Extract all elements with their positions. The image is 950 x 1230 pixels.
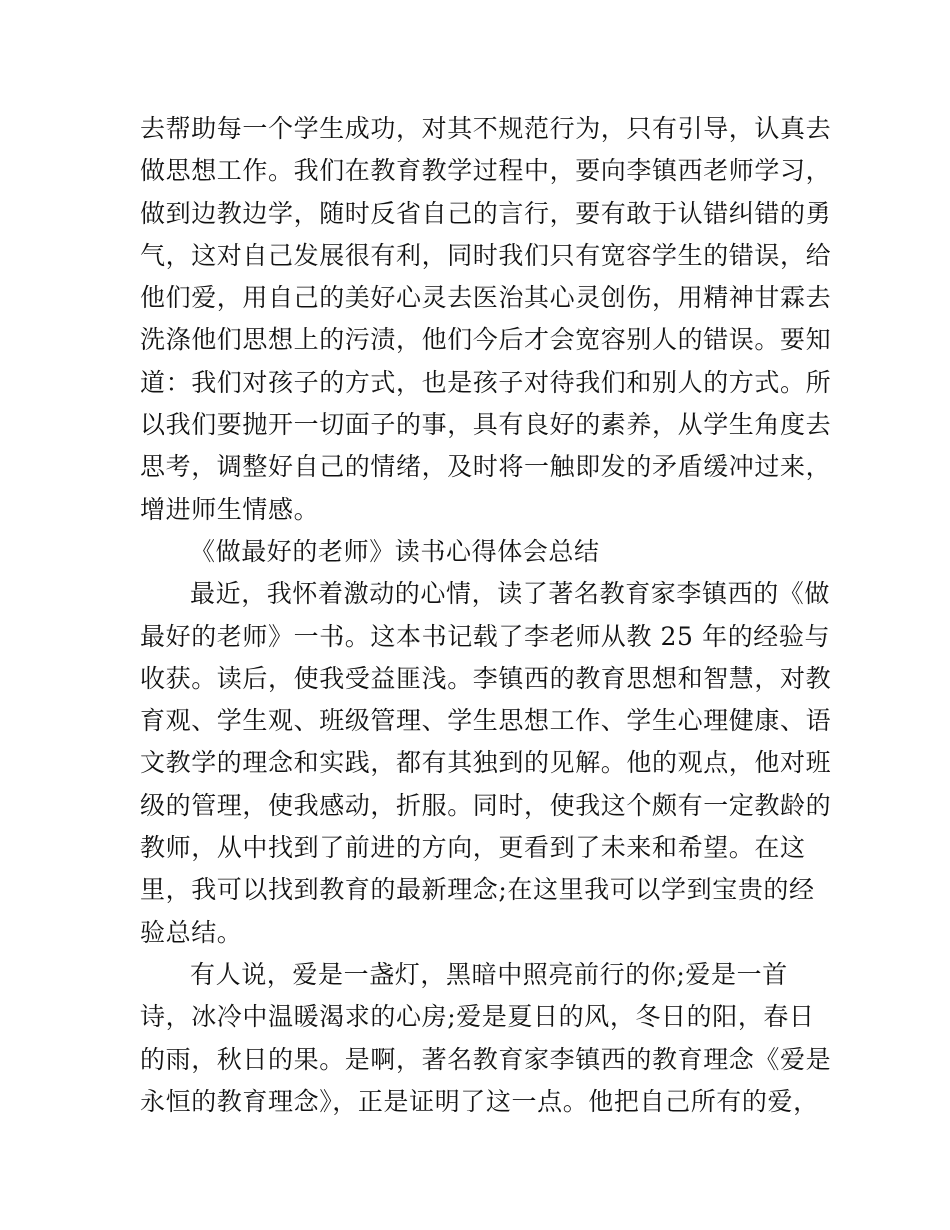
paragraph-line: 育观、学生观、班级管理、学生思想工作、学生心理健康、语	[140, 706, 832, 736]
paragraph-1	[140, 108, 832, 531]
document-body	[140, 108, 832, 1123]
paragraph-3	[140, 954, 832, 1123]
paragraph-line: 永恒的教育理念》，正是证明了这一点。他把自己所有的爱，	[140, 1086, 819, 1116]
paragraph-line: 道：我们对孩子的方式，也是孩子对待我们和别人的方式。所	[140, 367, 832, 397]
paragraph-line: 他们爱，用自己的美好心灵去医治其心灵创伤，用精神甘霖去	[140, 283, 832, 313]
paragraph-line: 以我们要抛开一切面子的事，具有良好的素养，从学生角度去	[140, 410, 832, 440]
paragraph-line: 做思想工作。我们在教育教学过程中，要向李镇西老师学习，	[140, 156, 832, 186]
paragraph-line: 里，我可以找到教育的最新理念;在这里我可以学到宝贵的经	[140, 875, 815, 905]
paragraph-line: 的雨，秋日的果。是啊，著名教育家李镇西的教育理念《爱是	[140, 1044, 832, 1074]
paragraph-line: 验总结。	[140, 917, 243, 947]
paragraph-line: 思考，调整好自己的情绪，及时将一触即发的矛盾缓冲过来，	[140, 452, 832, 482]
paragraph-line: 洗涤他们思想上的污渍，他们今后才会宽容别人的错误。要知	[140, 325, 832, 355]
paragraph-line: 级的管理，使我感动，折服。同时，使我这个颇有一定教龄的	[140, 790, 832, 820]
paragraph-line: 最近，我怀着激动的心情，读了著名教育家李镇西的《做	[190, 579, 831, 609]
paragraph-line: 诗，冰冷中温暖渴求的心房;爱是夏日的风，冬日的阳，春日	[140, 1002, 815, 1032]
paragraph-line: 有人说，爱是一盏灯，黑暗中照亮前行的你;爱是一首	[190, 959, 788, 989]
paragraph-line: 做到边教边学，随时反省自己的言行，要有敢于认错纠错的勇	[140, 198, 832, 228]
paragraph-line: 气，这对自己发展很有利，同时我们只有宽容学生的错误，给	[140, 240, 832, 270]
paragraph-line: 最好的老师》一书。这本书记载了李老师从教 25 年的经验与	[140, 621, 831, 651]
section-heading: 《做最好的老师》读书心得体会总结	[190, 536, 600, 566]
paragraph-line: 教师，从中找到了前进的方向，更看到了未来和希望。在这	[140, 833, 806, 863]
paragraph-2	[140, 573, 832, 954]
paragraph-line: 文教学的理念和实践，都有其独到的见解。他的观点，他对班	[140, 748, 832, 778]
paragraph-line: 去帮助每一个学生成功，对其不规范行为，只有引导，认真去	[140, 114, 832, 143]
paragraph-line: 收获。读后，使我受益匪浅。李镇西的教育思想和智慧，对教	[140, 663, 832, 693]
paragraph-line: 增进师生情感。	[140, 494, 320, 524]
